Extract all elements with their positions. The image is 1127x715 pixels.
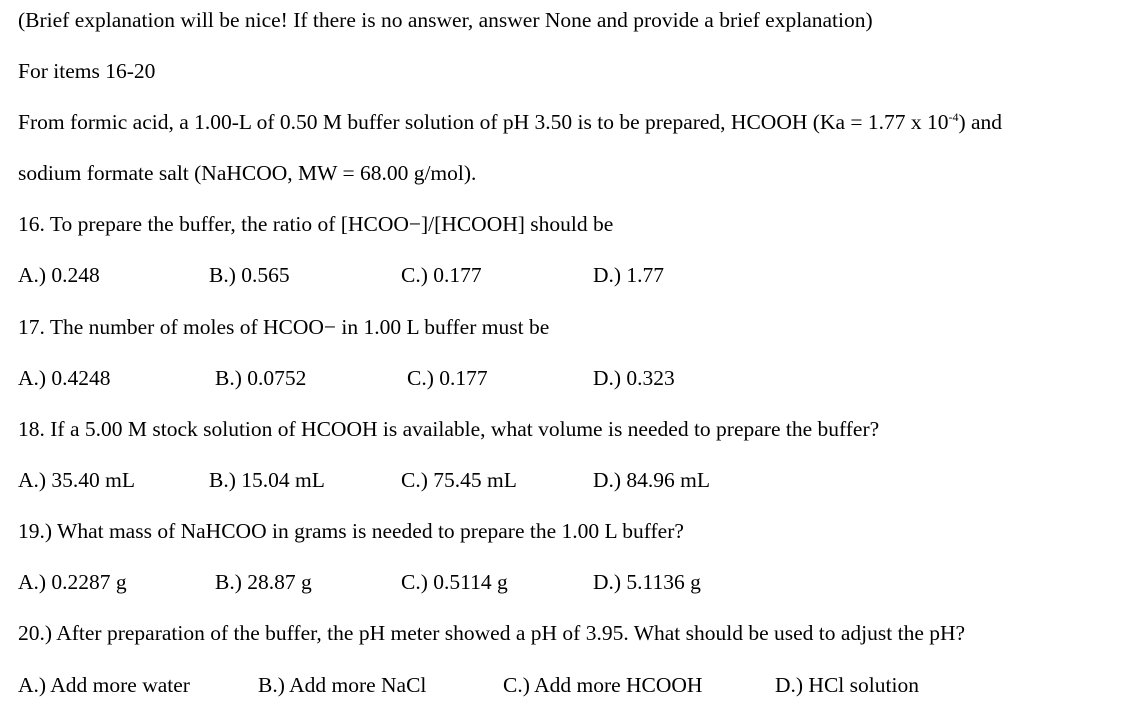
- q18-option-c: C.) 75.45 mL: [401, 468, 517, 492]
- items-label: For items 16-20: [18, 59, 156, 83]
- problem-line-1-end: ) and: [958, 110, 1003, 134]
- question-18: 18. If a 5.00 M stock solution of HCOOH is available, what volume is needed to prepare the buffer?: [18, 417, 880, 441]
- q16-option-c: C.) 0.177: [401, 263, 482, 287]
- problem-statement-line-2: sodium formate salt (NaHCOO, MW = 68.00 g/mol).: [18, 161, 477, 185]
- q17-option-c: C.) 0.177: [407, 366, 488, 390]
- q19-option-d: D.) 5.1136 g: [593, 570, 701, 594]
- q16-option-b: B.) 0.565: [209, 263, 290, 287]
- q17-option-b: B.) 0.0752: [215, 366, 307, 390]
- ka-exponent: -4: [948, 110, 959, 124]
- q18-option-d: D.) 84.96 mL: [593, 468, 711, 492]
- q18-option-a: A.) 35.40 mL: [18, 468, 136, 492]
- problem-statement-line-1: [18, 109, 1002, 135]
- question-16: 16. To prepare the buffer, the ratio of [HCOO−]/[HCOOH] should be: [18, 212, 614, 236]
- question-20: 20.) After preparation of the buffer, the pH meter showed a pH of 3.95. What should be used to adjust the pH?: [18, 621, 966, 645]
- q19-option-a: A.) 0.2287 g: [18, 570, 127, 594]
- q18-option-b: B.) 15.04 mL: [209, 468, 325, 492]
- intro-instruction: (Brief explanation will be nice! If there is no answer, answer None and provide a brief explanation): [18, 8, 873, 32]
- q16-option-d: D.) 1.77: [593, 263, 665, 287]
- problem-line-1-text: From formic acid, a 1.00-L of 0.50 M buffer solution of pH 3.50 is to be prepared, HCOOH (Ka = 1.77 x 10: [18, 110, 949, 134]
- q17-option-d: D.) 0.323: [593, 366, 675, 390]
- q19-option-c: C.) 0.5114 g: [401, 570, 508, 594]
- q19-option-b: B.) 28.87 g: [215, 570, 312, 594]
- question-17: 17. The number of moles of HCOO− in 1.00 L buffer must be: [18, 315, 550, 339]
- q20-option-b: B.) Add more NaCl: [258, 673, 427, 697]
- q20-option-a: A.) Add more water: [18, 673, 190, 697]
- question-19: 19.) What mass of NaHCOO in grams is needed to prepare the 1.00 L buffer?: [18, 519, 684, 543]
- q16-option-a: A.) 0.248: [18, 263, 100, 287]
- q17-option-a: A.) 0.4248: [18, 366, 111, 390]
- q20-option-d: D.) HCl solution: [775, 673, 919, 697]
- q20-option-c: C.) Add more HCOOH: [503, 673, 703, 697]
